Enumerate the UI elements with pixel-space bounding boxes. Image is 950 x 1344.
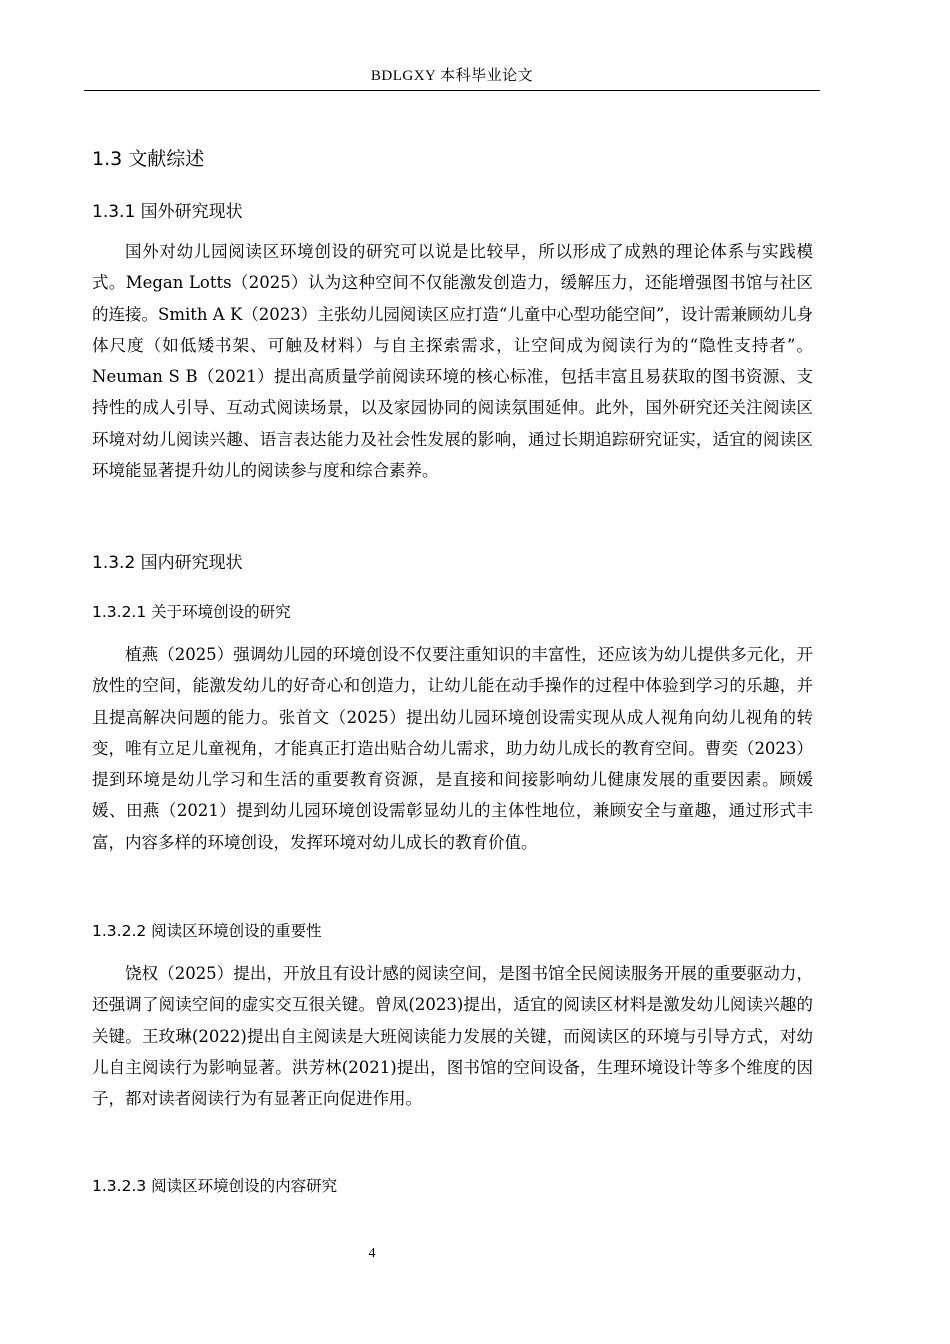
section-heading-1-3-1: 1.3.1 国外研究现状 [92, 202, 243, 222]
paragraph-environment-creation: 植燕（2025）强调幼儿园的环境创设不仅要注重知识的丰富性，还应该为幼儿提供多元化，开放性的空间，能激发幼儿的好奇心和创造力，让幼儿能在动手操作的过程中体验到学习的乐趣，并且提高解决问题的能力。张首文（2025）提出幼儿园环境创设需实现从成人视角向幼儿视角的转变，唯有立足儿童视角，才能真正打造出贴合幼儿需求，助力幼儿成长的教育空间。曹奕（2023）提到环境是幼儿学习和生活的重要教育资源，是直接和间接影响幼儿健康发展的重要因素。顾媛媛、田燕（2021）提到幼儿园环境创设需彰显幼儿的主体性地位，兼顾安全与童趣，通过形式丰富，内容多样的环境创设，发挥环境对幼儿成长的教育价值。 [92, 645, 813, 852]
section-heading-1-3: 1.3 文献综述 [92, 148, 205, 170]
paragraph-foreign-research: 国外对幼儿园阅读区环境创设的研究可以说是比较早，所以形成了成熟的理论体系与实践模式。Megan Lotts（2025）认为这种空间不仅能激发创造力，缓解压力，还能增强图书馆与社区的连接。Smith A K（2023）主张幼儿园阅读区应打造“儿童中心型功能空间”，设计需兼顾幼儿身体尺度（如低矮书架、可触及材料）与自主探索需求，让空间成为阅读行为的“隐性支持者”。 Neuman S B（2021）提出高质量学前阅读环境的核心标准，包括丰富且易获取的图书资源、支持性的成人引导、互动式阅读场景，以及家园协同的阅读氛围延伸。此外，国外研究还关注阅读区环境对幼儿阅读兴趣、语言表达能力及社会性发展的影响，通过长期追踪研究证实，适宜的阅读区环境能显著提升幼儿的阅读参与度和综合素养。 [92, 242, 813, 481]
page-number: 4 [368, 1246, 376, 1261]
section-heading-1-3-2-2: 1.3.2.2 阅读区环境创设的重要性 [92, 922, 322, 940]
section-heading-1-3-2-3: 1.3.2.3 阅读区环境创设的内容研究 [92, 1177, 338, 1195]
page-header: BDLGXY 本科毕业论文 [370, 68, 534, 84]
section-heading-1-3-2-1: 1.3.2.1 关于环境创设的研究 [92, 603, 291, 621]
header-rule [84, 90, 820, 91]
paragraph-reading-area-importance: 饶权（2025）提出，开放且有设计感的阅读空间，是图书馆全民阅读服务开展的重要驱动力，还强调了阅读空间的虚实交互很关键。曾凤(2023)提出，适宜的阅读区材料是激发幼儿阅读兴趣的关键。王玫琳(2022)提出自主阅读是大班阅读能力发展的关键，而阅读区的环境与引导方式，对幼儿自主阅读行为影响显著。洪芳林(2021)提出，图书馆的空间设备，生理环境设计等多个维度的因子，都对读者阅读行为有显著正向促进作用。 [92, 964, 813, 1109]
section-heading-1-3-2: 1.3.2 国内研究现状 [92, 553, 243, 573]
